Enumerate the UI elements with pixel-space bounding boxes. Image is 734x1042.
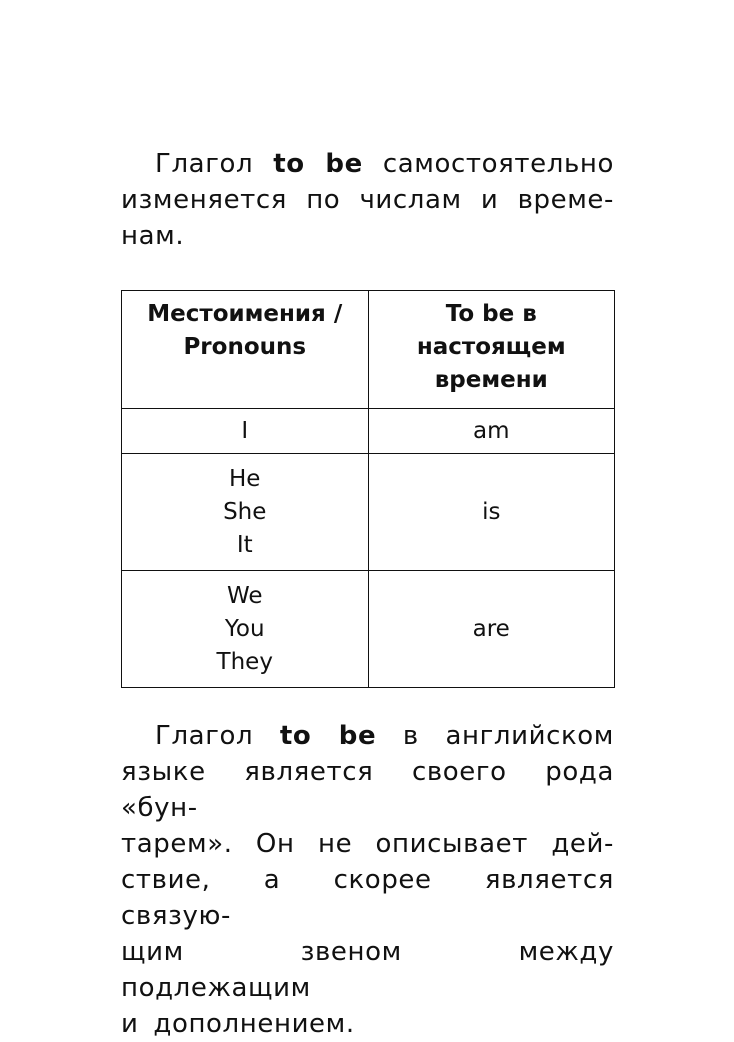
outro-verb-word: Глагол (155, 721, 254, 751)
intro-paragraph (121, 146, 614, 254)
pronoun-cell (122, 409, 369, 454)
outro-line-1-tail: в английском (402, 721, 614, 751)
header-pronouns (122, 291, 369, 409)
pronoun: She (223, 498, 267, 525)
verb-form-cell: are (368, 571, 615, 688)
header-to-be-line-2: настоящем (416, 334, 566, 360)
verb-form-cell: am (368, 409, 615, 454)
outro-line-2: языке является своего рода «бун- (121, 757, 614, 823)
table-row (122, 571, 615, 688)
header-to-be-line-3: времени (434, 367, 548, 393)
pronoun: You (224, 615, 265, 642)
page-content (121, 146, 614, 1042)
verb-form-cell: is (368, 454, 615, 571)
outro-line-3: тарем». Он не описывает дей- (121, 829, 614, 859)
pronoun-cell (122, 571, 369, 688)
outro-paragraph (121, 718, 614, 1042)
header-to-be (368, 291, 615, 409)
pronoun: It (236, 531, 253, 558)
intro-line-3: нам. (121, 221, 185, 251)
outro-to-be: to be (279, 721, 377, 751)
pronoun-cell (122, 454, 369, 571)
intro-line-1 (121, 146, 614, 182)
intro-line-1-tail: самостоятельно (382, 149, 615, 179)
outro-line-4: ствие, а скорее является связую- (121, 865, 614, 931)
pronoun: He (229, 465, 261, 492)
header-pronouns-line-1: Местоимения / (147, 301, 343, 327)
table-row (122, 454, 615, 571)
outro-line-5: щим звеном между подлежащим (121, 937, 614, 1003)
pronoun: We (226, 582, 263, 609)
intro-verb-word: Глагол (155, 149, 254, 179)
outro-line-6: и дополнением. (121, 1009, 355, 1039)
pronoun: I (241, 417, 249, 444)
intro-line-2: изменяется по числам и време- (121, 185, 614, 215)
table-header-row (122, 291, 615, 409)
header-to-be-line-1: To be в (445, 301, 537, 327)
outro-line-1 (121, 718, 614, 754)
intro-to-be: to be (273, 149, 363, 179)
pronoun: They (216, 648, 273, 675)
to-be-table (121, 290, 615, 688)
header-pronouns-line-2: Pronouns (183, 334, 307, 360)
table-row (122, 409, 615, 454)
